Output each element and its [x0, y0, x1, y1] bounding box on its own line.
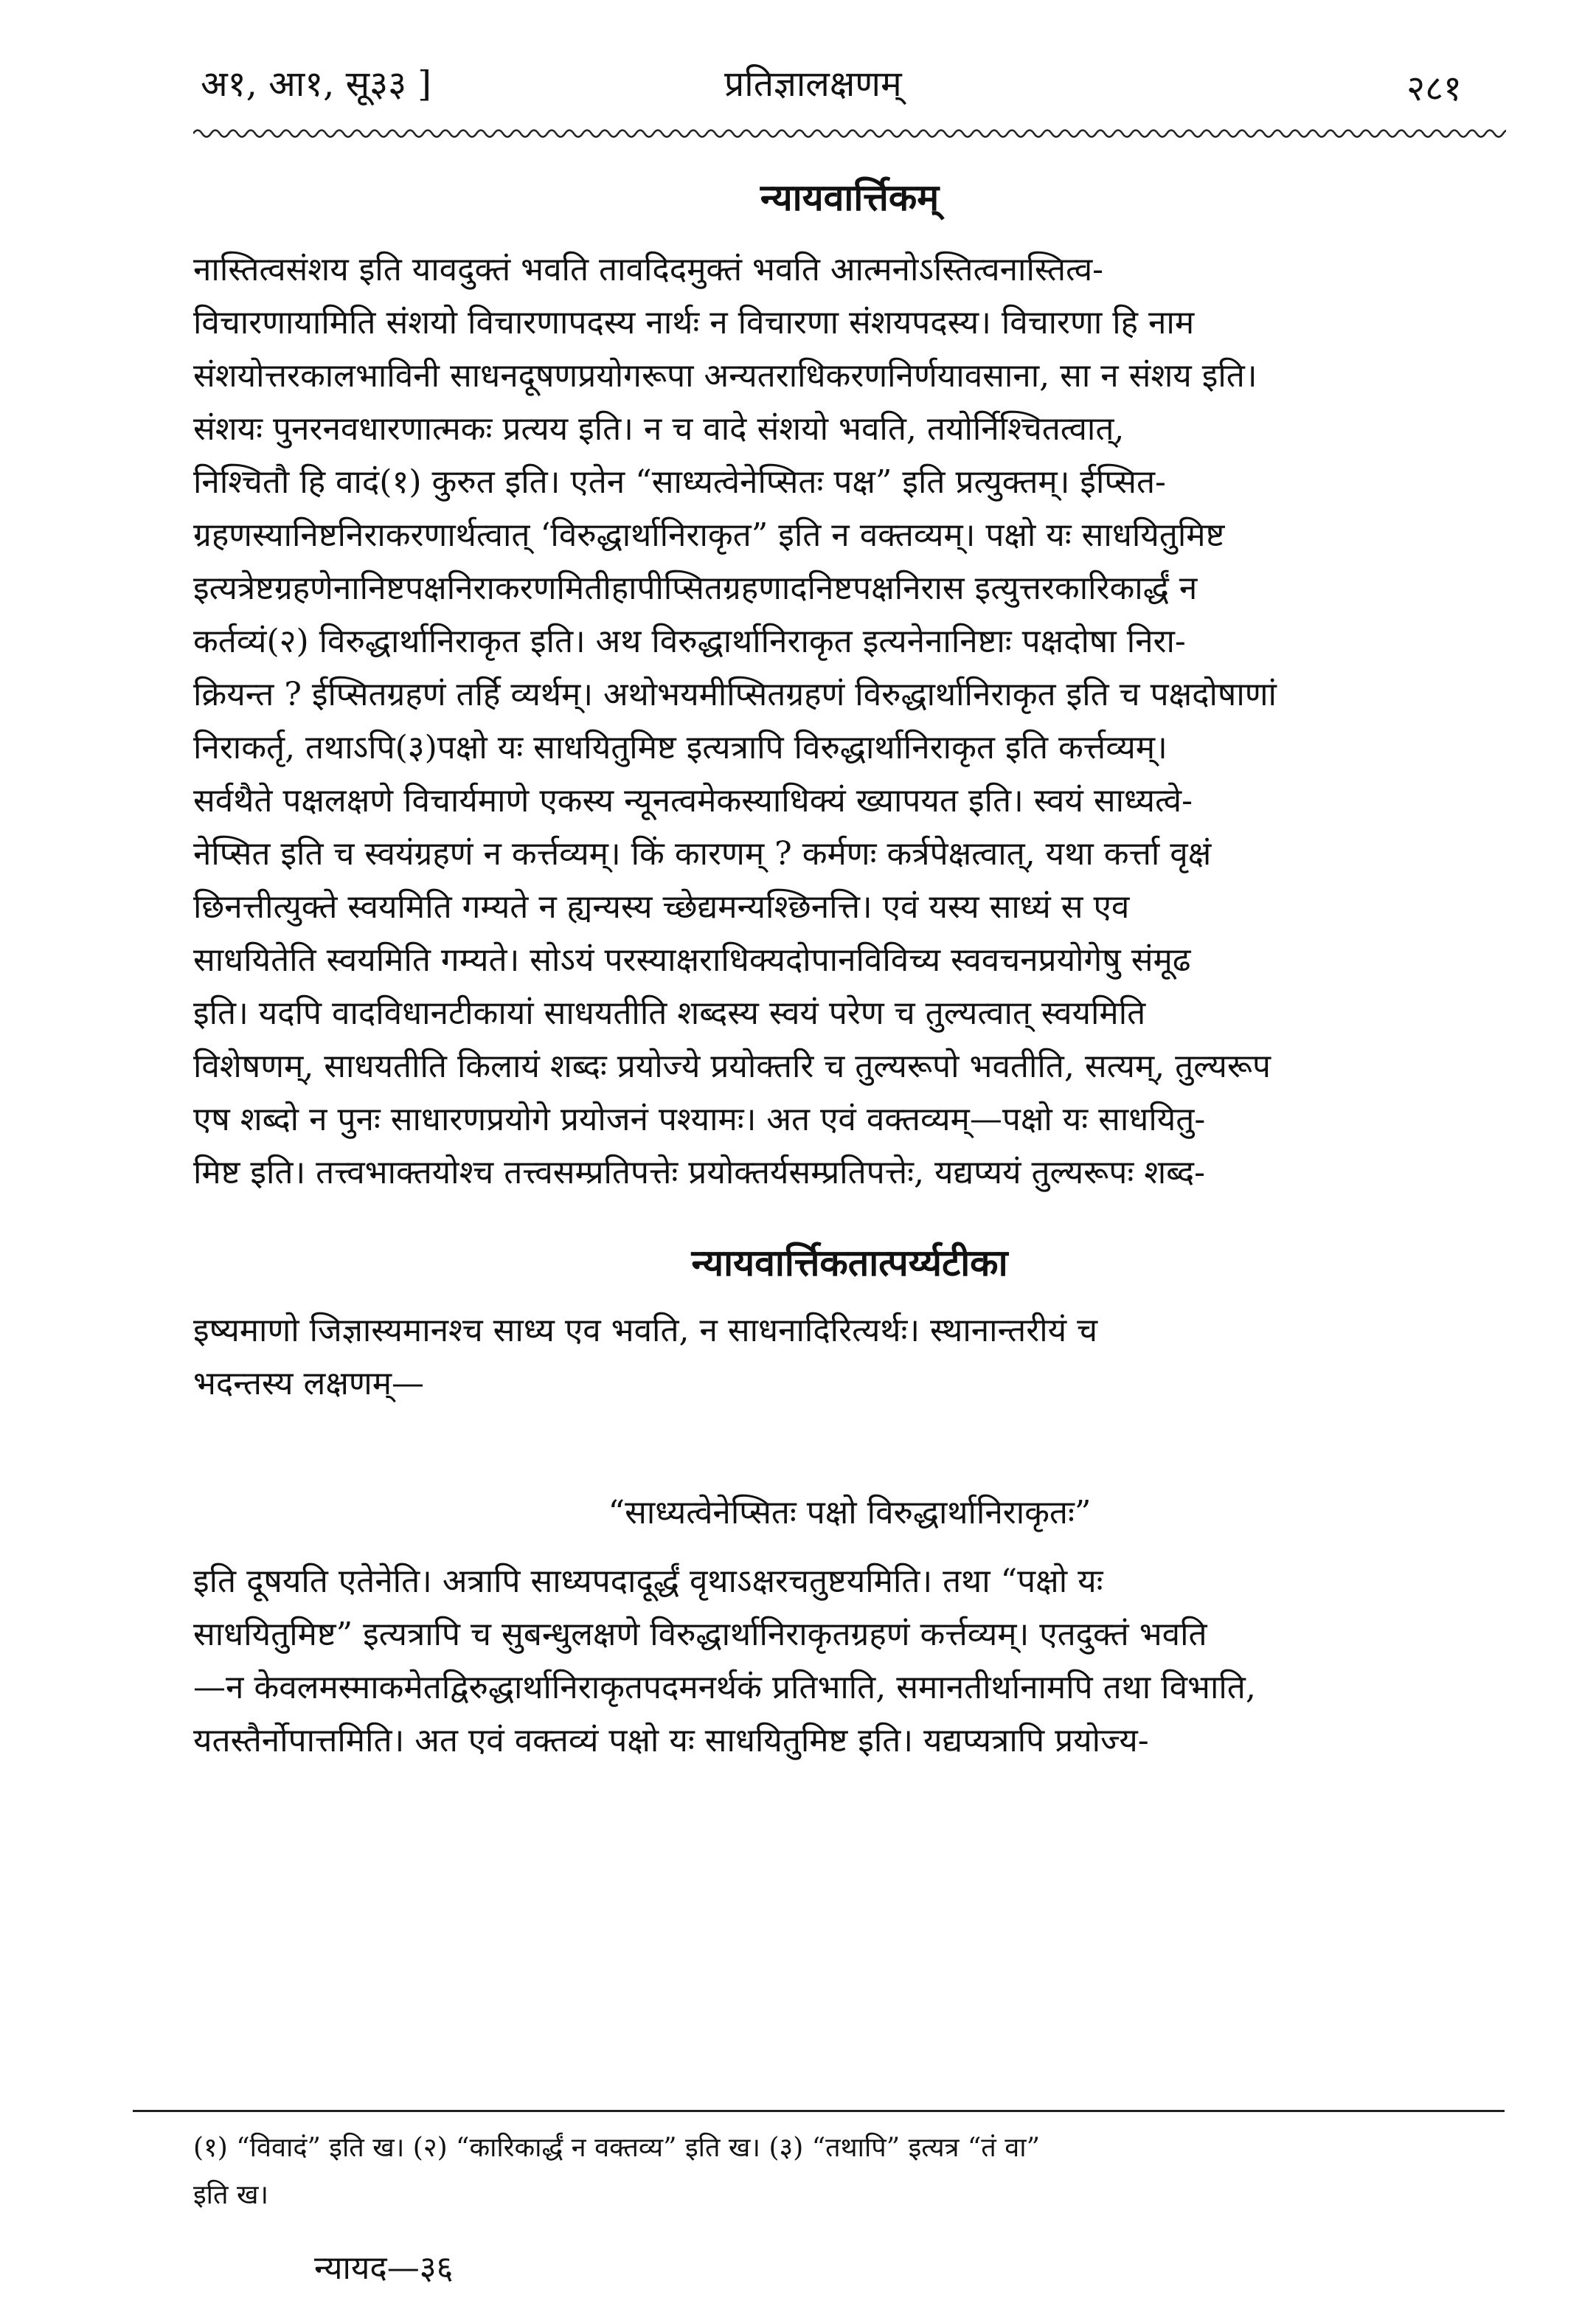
- wavy-header-rule: [193, 124, 1506, 143]
- text-line: इति। यदपि वादविधानटीकायां साधयतीति शब्दस्य स्वयं परेण च तुल्यत्वात् स्वयमिति: [193, 994, 1146, 1032]
- header-reference: अ१, आ१, सू३३ ]: [201, 63, 432, 105]
- text-line: कर्तव्यं(२) विरुद्धार्थानिराकृत इति। अथ विरुद्धार्थानिराकृत इत्यनेनानिष्टाः पक्षदोषा निरा-: [193, 623, 1186, 660]
- text-line: साधयितुमिष्ट” इत्यत्रापि च सुबन्धुलक्षणे विरुद्धार्थानिराकृतग्रहणं कर्त्तव्यम्। एतदुक्तं भवति: [193, 1616, 1207, 1653]
- text-line: संशयः पुनरनवधारणात्मकः प्रत्यय इति। न च वादे संशयो भवति, तयोर्निश्चितत्वात्,: [193, 410, 1125, 448]
- text-line: —न केवलमस्माकमेतद्विरुद्धार्थानिराकृतपदमनर्थकं प्रतिभाति, समानतीर्थानामपि तथा विभाति,: [193, 1669, 1256, 1706]
- text-line: यतस्तैर्नोपात्तमिति। अत एवं वक्तव्यं पक्षो यः साधयितुमिष्ट इति। यद्यप्यत्रापि प्रयोज्य-: [193, 1722, 1149, 1759]
- text-line: सर्वथैते पक्षलक्षणे विचार्यमाणे एकस्य न्यूनत्वमेकस्याधिक्यं ख्यापयत इति। स्वयं साध्यत्वे-: [193, 782, 1193, 820]
- section-heading-vartika: न्यायवार्त्तिकम्: [760, 176, 940, 219]
- text-line: साधयितेति स्वयमिति गम्यते। सोऽयं परस्याक्षराधिक्यदोपानविविच्य स्ववचनप्रयोगेषु संमूढ: [193, 941, 1191, 979]
- text-line: एष शब्दो न पुनः साधारणप्रयोगे प्रयोजनं पश्यामः। अत एवं वक्तव्यम्—पक्षो यः साधयितु-: [193, 1101, 1206, 1138]
- quoted-verse: “साध्यत्वेनेप्सितः पक्षो विरुद्धार्थानिराकृतः”: [608, 1494, 1092, 1531]
- text-line: मिष्ट इति। तत्त्वभाक्तयोश्च तत्त्वसम्प्रतिपत्तेः प्रयोक्तर्यसम्प्रतिपत्तेः, यद्यप्ययं तुल्यरूपः शब्द-: [193, 1154, 1206, 1191]
- text-line: नास्तित्वसंशय इति यावदुक्तं भवति तावदिदमुक्तं भवति आत्मनोऽस्तित्वनास्तित्व-: [193, 251, 1104, 288]
- text-line: इत्यत्रेष्टग्रहणेनानिष्टपक्षनिराकरणमितीहापीप्सितग्रहणादनिष्टपक्षनिरास इत्युत्तरकारिकार्द्धं न: [193, 570, 1198, 607]
- footnotes: [193, 2125, 1499, 2219]
- text-line: निराकर्तृ, तथाऽपि(३)पक्षो यः साधयितुमिष्ट इत्यत्रापि विरुद्धार्थानिराकृत इति कर्त्तव्यम्।: [193, 729, 1167, 766]
- text-line: छिनत्तीत्युक्ते स्वयमिति गम्यते न ह्यन्यस्य च्छेद्यमन्यश्छिनत्ति। एवं यस्य साध्यं स एव: [193, 888, 1130, 926]
- running-header: [193, 53, 1491, 120]
- section-heading-tatparya-tika: न्यायवार्त्तिकतात्पर्य्यटीका: [691, 1241, 1008, 1284]
- text-line: ग्रहणस्यानिष्टनिराकरणार्थत्वात् ‘विरुद्धार्थानिराकृत” इति न वक्तव्यम्। पक्षो यः साधयितुमिष्ट: [193, 516, 1225, 554]
- text-line: क्रियन्त ? ईप्सितग्रहणं तर्हि व्यर्थम्। अथोभयमीप्सितग्रहणं विरुद्धार्थानिराकृत इति च पक्षदोषाणां: [193, 676, 1277, 713]
- tika-text-block-a: [193, 1304, 1499, 1411]
- text-line: संशयोत्तरकालभाविनी साधनदूषणप्रयोगरूपा अन्यतराधिकरणनिर्णयावसाना, सा न संशय इति।: [193, 357, 1257, 395]
- footnote-line: (१) “विवादं” इति ख। (२) “कारिकार्द्धं न वक्तव्य” इति ख। (३) “तथापि” इत्यत्र “तं वा”: [193, 2133, 1040, 2163]
- footnote-divider: [133, 2110, 1505, 2112]
- text-line: इष्यमाणो जिज्ञास्यमानश्च साध्य एव भवति, न साधनादिरित्यर्थः। स्थानान्तरीयं च: [193, 1312, 1098, 1349]
- footnote-line: इति ख।: [193, 2180, 269, 2210]
- page-number: २८१: [1406, 68, 1462, 109]
- tika-text-block-b: [193, 1555, 1499, 1768]
- text-line: विचारणायामिति संशयो विचारणापदस्य नार्थः न विचारणा संशयपदस्य। विचारणा हि नाम: [193, 304, 1195, 342]
- text-line: इति दूषयति एतेनेति। अत्रापि साध्यपदादूर्द्धं वृथाऽक्षरचतुष्टयमिति। तथा “पक्षो यः: [193, 1562, 1103, 1600]
- signature-mark: न्यायद—३६: [314, 2249, 454, 2287]
- text-line: भदन्तस्य लक्षणम्—: [193, 1365, 425, 1402]
- text-line: निश्चितौ हि वादं(१) कुरुत इति। एतेन “साध्यत्वेनेप्सितः पक्ष” इति प्रत्युक्तम्। ईप्सित-: [193, 463, 1166, 501]
- header-title: प्रतिज्ञालक्षणम्: [724, 63, 902, 105]
- text-line: विशेषणम्, साधयतीति किलायं शब्दः प्रयोज्ये प्रयोक्तरि च तुल्यरूपो भवतीति, सत्यम्, तुल्यरूप: [193, 1048, 1271, 1085]
- text-line: नेप्सित इति च स्वयंग्रहणं न कर्त्तव्यम्। किं कारणम् ? कर्मणः कर्त्रपेक्षत्वात्, यथा कर्त्ता वृक्षं: [193, 835, 1212, 873]
- vartika-text-block: [193, 243, 1499, 1200]
